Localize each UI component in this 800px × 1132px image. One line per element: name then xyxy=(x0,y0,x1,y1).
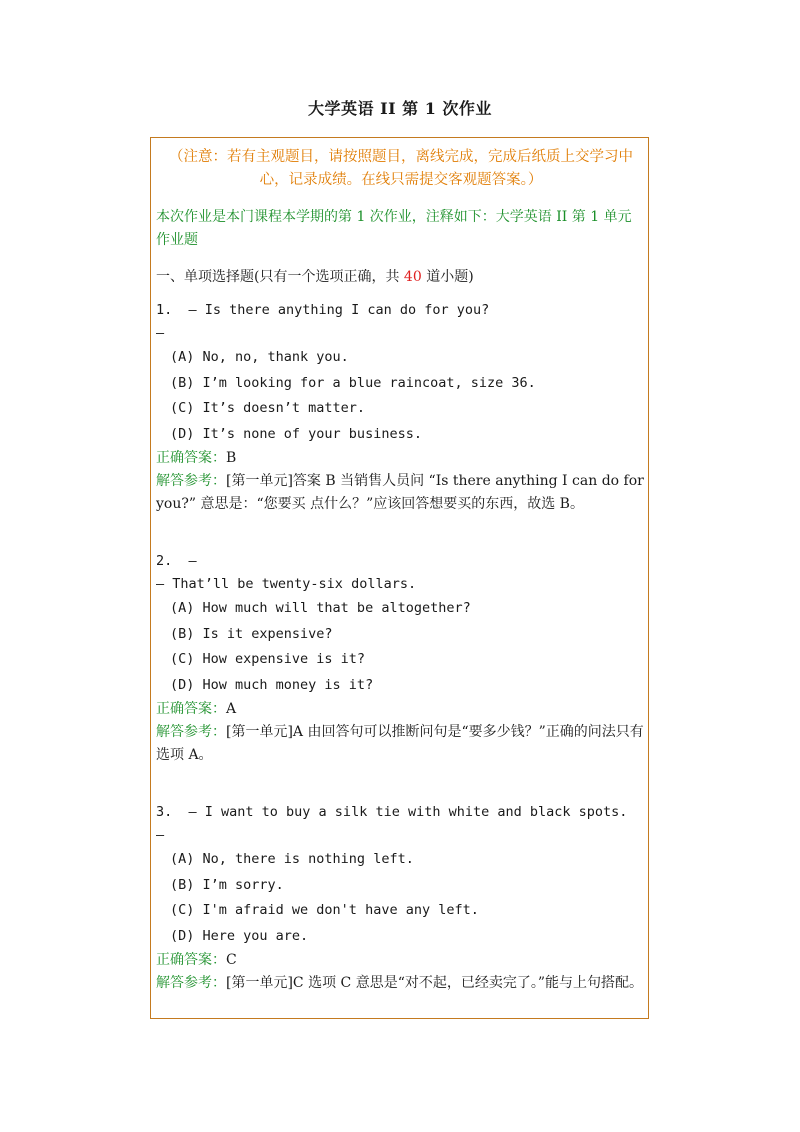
option-a: (A) No, no, thank you. xyxy=(170,349,349,365)
question-stem-reply: – xyxy=(156,827,165,843)
explain-label: 解答参考： xyxy=(156,473,226,489)
question-stem: 3. – I want to buy a silk tie with white and black spots. xyxy=(156,804,628,820)
option-b: (B) I’m sorry. xyxy=(170,876,284,893)
answer-label: 正确答案： xyxy=(156,450,226,466)
option-c: (C) It’s doesn’t matter. xyxy=(170,400,366,416)
question-stem: 1. – Is there anything I can do for you? xyxy=(156,302,490,318)
option-c: (C) I'm afraid we don't have any left. xyxy=(170,902,479,918)
answer-label: 正确答案： xyxy=(156,701,226,717)
option-b: (B) I’m looking for a blue raincoat, size 36. xyxy=(170,374,536,391)
question-stem-reply: – That’ll be twenty-six dollars. xyxy=(156,576,417,592)
answer-value: C xyxy=(226,952,237,968)
explain-label: 解答参考： xyxy=(156,724,226,740)
notice-text: （注意：若有主观题目，请按照题目，离线完成，完成后纸质上交学习中心，记录成绩。在线只需提交客观题答案。） xyxy=(169,149,633,188)
option-d: (D) Here you are. xyxy=(170,927,309,944)
intro-text: 本次作业是本门课程本学期的第 1 次作业，注释如下：大学英语 II 第 1 单元 作业题 xyxy=(156,209,632,248)
explanation xyxy=(156,721,646,767)
option-a: (A) No, there is nothing left. xyxy=(170,851,414,867)
explain-text: [第一单元]C 选项 C 意思是“对不起，已经卖完了。”能与上句搭配。 xyxy=(226,975,644,991)
option-b: (B) Is it expensive? xyxy=(170,625,333,642)
option-d: (D) How much money is it? xyxy=(170,676,374,693)
question-3 xyxy=(156,801,646,995)
question-stem: 2. – xyxy=(156,553,197,569)
question-1 xyxy=(156,299,646,516)
section-suffix: 道小题) xyxy=(421,269,474,285)
answer-value: A xyxy=(226,701,237,717)
section-prefix: 一、单项选择题(只有一个选项正确，共 xyxy=(156,269,404,285)
answer-label: 正确答案： xyxy=(156,952,226,968)
explanation xyxy=(156,470,646,516)
option-c: (C) How expensive is it? xyxy=(170,651,366,667)
correct-answer xyxy=(156,447,646,470)
explanation xyxy=(156,972,646,995)
explain-label: 解答参考： xyxy=(156,975,226,991)
explain-text: [第一单元]答案 B 当销售人员问 “Is there anything I can do for you?” 意思是：“您要买 点什么？”应该回答想要买的东西，故选 B。 xyxy=(156,473,644,512)
option-d: (D) It’s none of your business. xyxy=(170,425,422,442)
question-count: 40 xyxy=(403,269,422,285)
correct-answer xyxy=(156,949,646,972)
content-body xyxy=(156,146,646,995)
document-title: 大学英语 II 第 1 次作业 xyxy=(308,99,492,118)
answer-value: B xyxy=(226,450,237,466)
option-a: (A) How much will that be altogether? xyxy=(170,600,471,616)
question-2 xyxy=(156,550,646,767)
explain-text: [第一单元]A 由回答句可以推断问句是“要多少钱？”正确的问法只有选项 A。 xyxy=(156,724,644,763)
section-heading xyxy=(156,266,646,289)
question-stem-reply: – xyxy=(156,325,165,341)
correct-answer xyxy=(156,698,646,721)
